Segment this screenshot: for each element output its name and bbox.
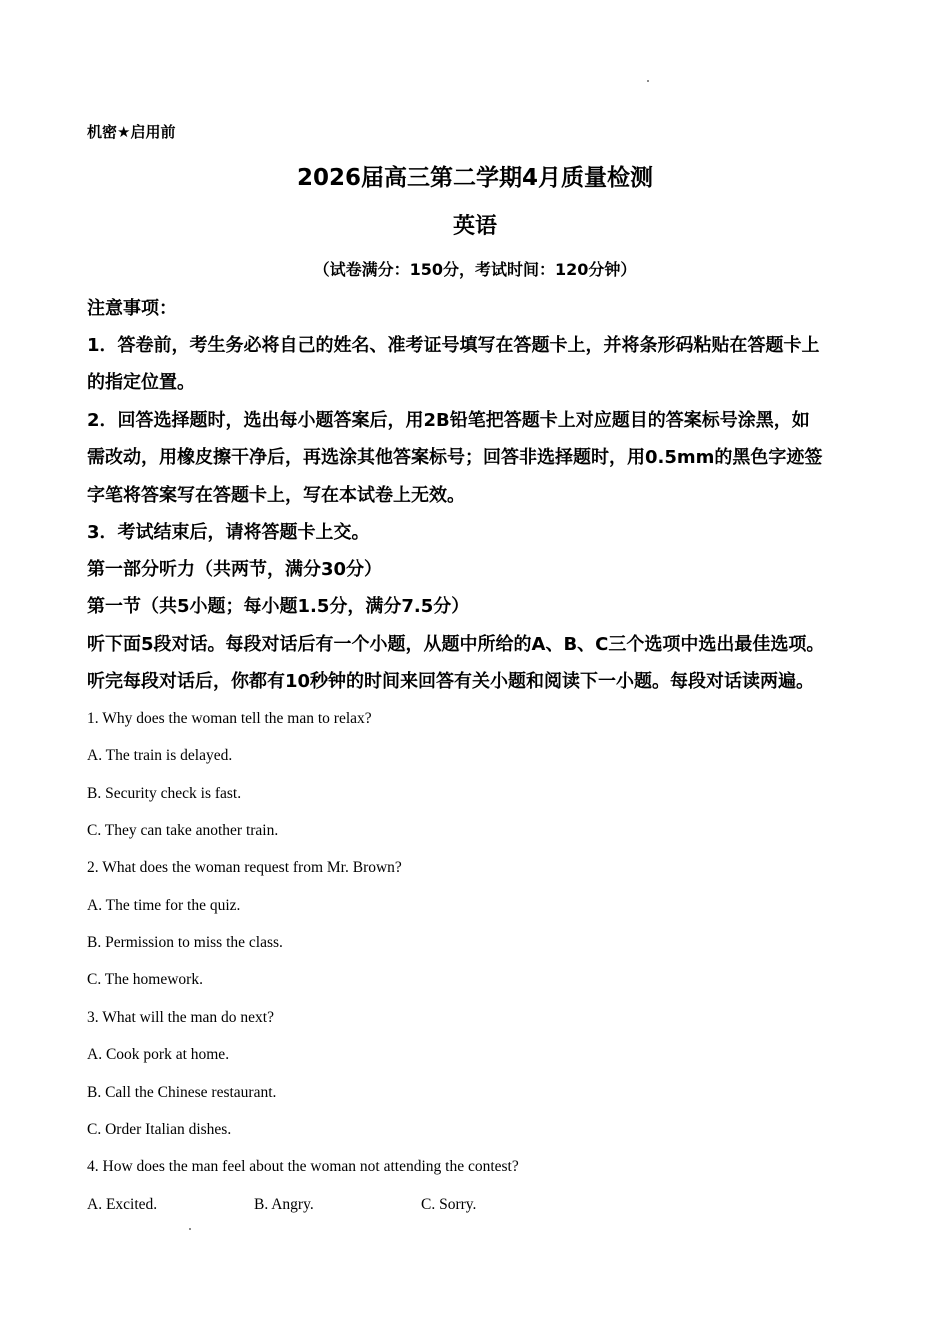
- instruction-2-line-2: 需改动，用橡皮擦干净后，再选涂其他答案标号；回答非选择题时，用0.5mm的黑色字迹签: [87, 447, 823, 468]
- instruction-3: 3．考试结束后，请将答题卡上交。: [87, 522, 370, 543]
- part1-heading: 第一部分听力（共两节，满分30分）: [87, 559, 383, 580]
- question-1-stem: 1. Why does the woman tell the man to relax?: [87, 710, 372, 727]
- directions-line-2: 听完每段对话后，你都有10秒钟的时间来回答有关小题和阅读下一小题。每段对话读两遍。: [87, 671, 815, 692]
- instruction-2-line-3: 字笔将答案写在答题卡上，写在本试卷上无效。: [87, 485, 465, 506]
- question-2-option-a: A. The time for the quiz.: [87, 897, 241, 914]
- question-2-option-b: B. Permission to miss the class.: [87, 934, 283, 951]
- question-2-option-c: C. The homework.: [87, 971, 203, 988]
- section1-heading: 第一节（共5小题；每小题1.5分，满分7.5分）: [87, 596, 470, 617]
- directions-line-1: 听下面5段对话。每段对话后有一个小题，从题中所给的A、B、C三个选项中选出最佳选项。: [87, 634, 825, 655]
- question-3-option-a: A. Cook pork at home.: [87, 1046, 230, 1063]
- question-3-option-c: C. Order Italian dishes.: [87, 1121, 232, 1138]
- question-4-option-c: C. Sorry.: [421, 1196, 477, 1213]
- subject-title: 英语: [452, 214, 497, 239]
- question-1-option-b: B. Security check is fast.: [87, 785, 242, 802]
- question-4-option-a: A. Excited.: [87, 1196, 158, 1213]
- instruction-1-line-2: 的指定位置。: [87, 372, 195, 393]
- question-1-option-c: C. They can take another train.: [87, 822, 279, 839]
- question-3-stem: 3. What will the man do next?: [87, 1009, 274, 1026]
- question-4-options-row: [87, 1197, 587, 1217]
- scan-dot-bottom: [189, 1228, 191, 1230]
- score-note: （试卷满分：150分，考试时间：120分钟）: [313, 260, 637, 279]
- question-4-stem: 4. How does the man feel about the woman not attending the contest?: [87, 1158, 519, 1175]
- question-3-option-b: B. Call the Chinese restaurant.: [87, 1084, 277, 1101]
- confidential-label: 机密★启用前: [87, 123, 176, 141]
- exam-title: 2026届高三第二学期4月质量检测: [296, 165, 654, 191]
- question-2-stem: 2. What does the woman request from Mr. Brown?: [87, 859, 402, 876]
- instruction-1-line-1: 1．答卷前，考生务必将自己的姓名、准考证号填写在答题卡上，并将条形码粘贴在答题卡上: [87, 335, 820, 356]
- instruction-2-line-1: 2．回答选择题时，选出每小题答案后，用2B铅笔把答题卡上对应题目的答案标号涂黑，如: [87, 410, 810, 431]
- question-1-option-a: A. The train is delayed.: [87, 747, 233, 764]
- scan-dot-top: [647, 80, 649, 82]
- instructions-heading: 注意事项：: [87, 298, 177, 319]
- question-4-option-b: B. Angry.: [254, 1196, 314, 1213]
